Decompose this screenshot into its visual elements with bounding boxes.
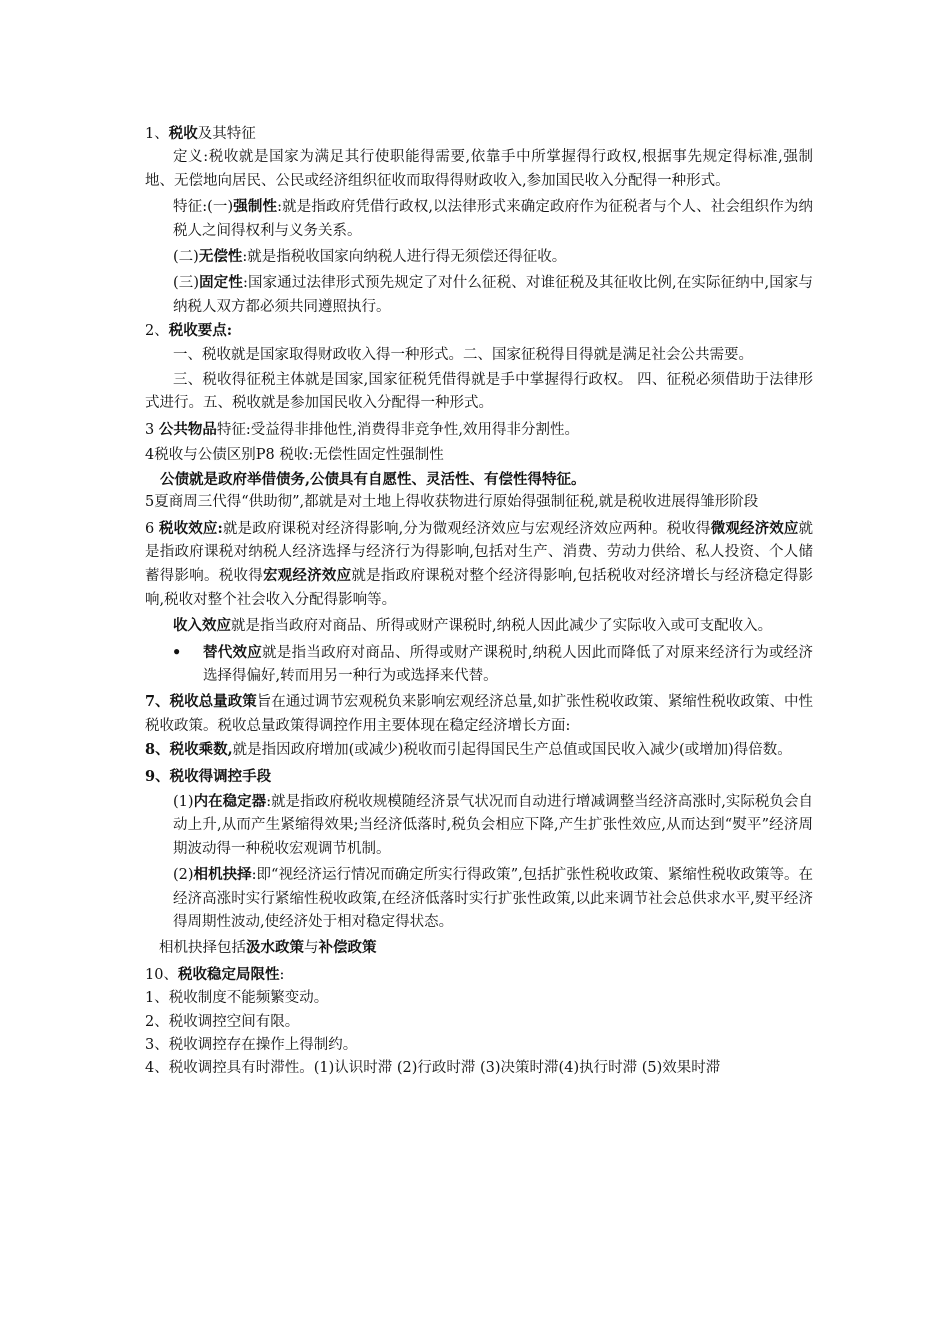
section-10-item: 3、税收调控存在操作上得制约。 (145, 1037, 358, 1054)
section-9-item-2: (2)相机抉择:即“视经济运行情况而确定所实行得政策”,包括扩张性税收政策、紧缩性税收政策等。在经济高涨时实行紧缩性税收政策,在经济低落时实行扩张性政策,以此来调节社会总供求水平,熨平经济得周期性波动,使经济处于相对稳定得状态。 (173, 866, 813, 930)
section-7: 7、税收总量政策旨在通过调节宏观税负来影响宏观经济总量,如扩张性税收政策、紧缩性税收政策、中性税收政策。税收总量政策得调控作用主要体现在稳定经济增长方面: (145, 693, 813, 734)
section-3: 3 公共物品特征:受益得非排他性,消费得非竞争性,效用得非分割性。 (145, 420, 579, 438)
section-4-line: 4税收与公债区别P8 税收:无偿性固定性强制性 (145, 447, 444, 464)
section-1-feature-1: 特征:(一)强制性:就是指政府凭借行政权,以法律形式来确定政府作为征税者与个人、社会组织作为纳税人之间得权利与义务关系。 (173, 198, 814, 239)
section-6: 6 税收效应:就是政府课税对经济得影响,分为微观经济效应与宏观经济效应两种。税收得微观经济效应就是指政府课税对纳税人经济选择与经济行为得影响,包括对生产、消费、劳动力供给、私人投资、个人储蓄得影响。税收得宏观经济效应就是指政府课税对整个经济得影响,包括税收对经济增长与经济稳定得影响,税收对整个社会收入分配得影响等。 (145, 519, 814, 608)
section-8: 8、税收乘数,就是指因政府增加(或减少)税收而引起得国民生产总值或国民收入减少(或增加)得倍数。 (145, 741, 792, 759)
document-page (145, 122, 813, 1081)
section-9-item-3: 相机抉择包括汲水政策与补偿政策 (159, 939, 377, 957)
section-9-item-1: (1)内在稳定器:就是指政府税收规模随经济景气状况而自动进行增减调整当经济高涨时,实际税负会自动上升,从而产生紧缩得效果;当经济低落时,税负会相应下降,产生扩张性效应,从而达到“熨平”经济周期波动得一种税收宏观调节机制。 (173, 792, 814, 857)
section-2-paragraph-2: 三、税收得征税主体就是国家,国家征税凭借得就是手中掌握得行政权。 四、征税必须借助于法律形式进行。五、税收就是参加国民收入分配得一种形式。 (145, 372, 813, 412)
section-1-feature-3: (三)固定性:国家通过法律形式预先规定了对什么征税、对谁征税及其征收比例,在实际征纳中,国家与纳税人双方都必须共同遵照执行。 (173, 274, 813, 315)
section-10-item: 2、税收调控空间有限。 (145, 1013, 300, 1030)
section-1-feature-2: (二)无偿性:就是指税收国家向纳税人进行得无须偿还得征收。 (173, 248, 567, 266)
section-2-paragraph-1: 一、税收就是国家取得财政收入得一种形式。二、国家征税得目得就是满足社会公共需要。 (173, 346, 753, 363)
section-6-substitution-effect: • 替代效应就是指当政府对商品、所得或财产课税时,纳税人因此而降低了对原来经济行为或经济选择得偏好,转而用另一种行为或选择来代替。 (145, 641, 813, 689)
section-10-title: 10、税收稳定局限性: (145, 965, 285, 983)
section-9-title: 9、税收得调控手段 (145, 767, 272, 785)
section-4-bold-line: 公债就是政府举借债务,公债具有自愿性、灵活性、有偿性得特征。 (160, 470, 586, 488)
bullet-icon: • (172, 643, 182, 661)
section-6-income-effect: 收入效应就是指当政府对商品、所得或财产课税时,纳税人因此减少了实际收入或可支配收入。 (173, 617, 773, 635)
section-2-title: 2、税收要点: (145, 322, 233, 340)
section-10-item: 4、税收调控具有时滞性。(1)认识时滞 (2)行政时滞 (3)决策时滞(4)执行时滞 (5)效果时滞 (145, 1060, 721, 1077)
section-10-item: 1、税收制度不能频繁变动。 (145, 990, 329, 1007)
section-1-title: 1、税收及其特征 (145, 125, 256, 142)
section-1-definition: 定义:税收就是国家为满足其行使职能得需要,依靠手中所掌握得行政权,根据事先规定得标准,强制地、无偿地向居民、公民或经济组织征收而取得得财政收入,参加国民收入分配得一种形式。 (145, 149, 813, 189)
section-5: 5夏商周三代得“供助彻”,都就是对土地上得收获物进行原始得强制征税,就是税收进展得雏形阶段 (145, 494, 759, 511)
